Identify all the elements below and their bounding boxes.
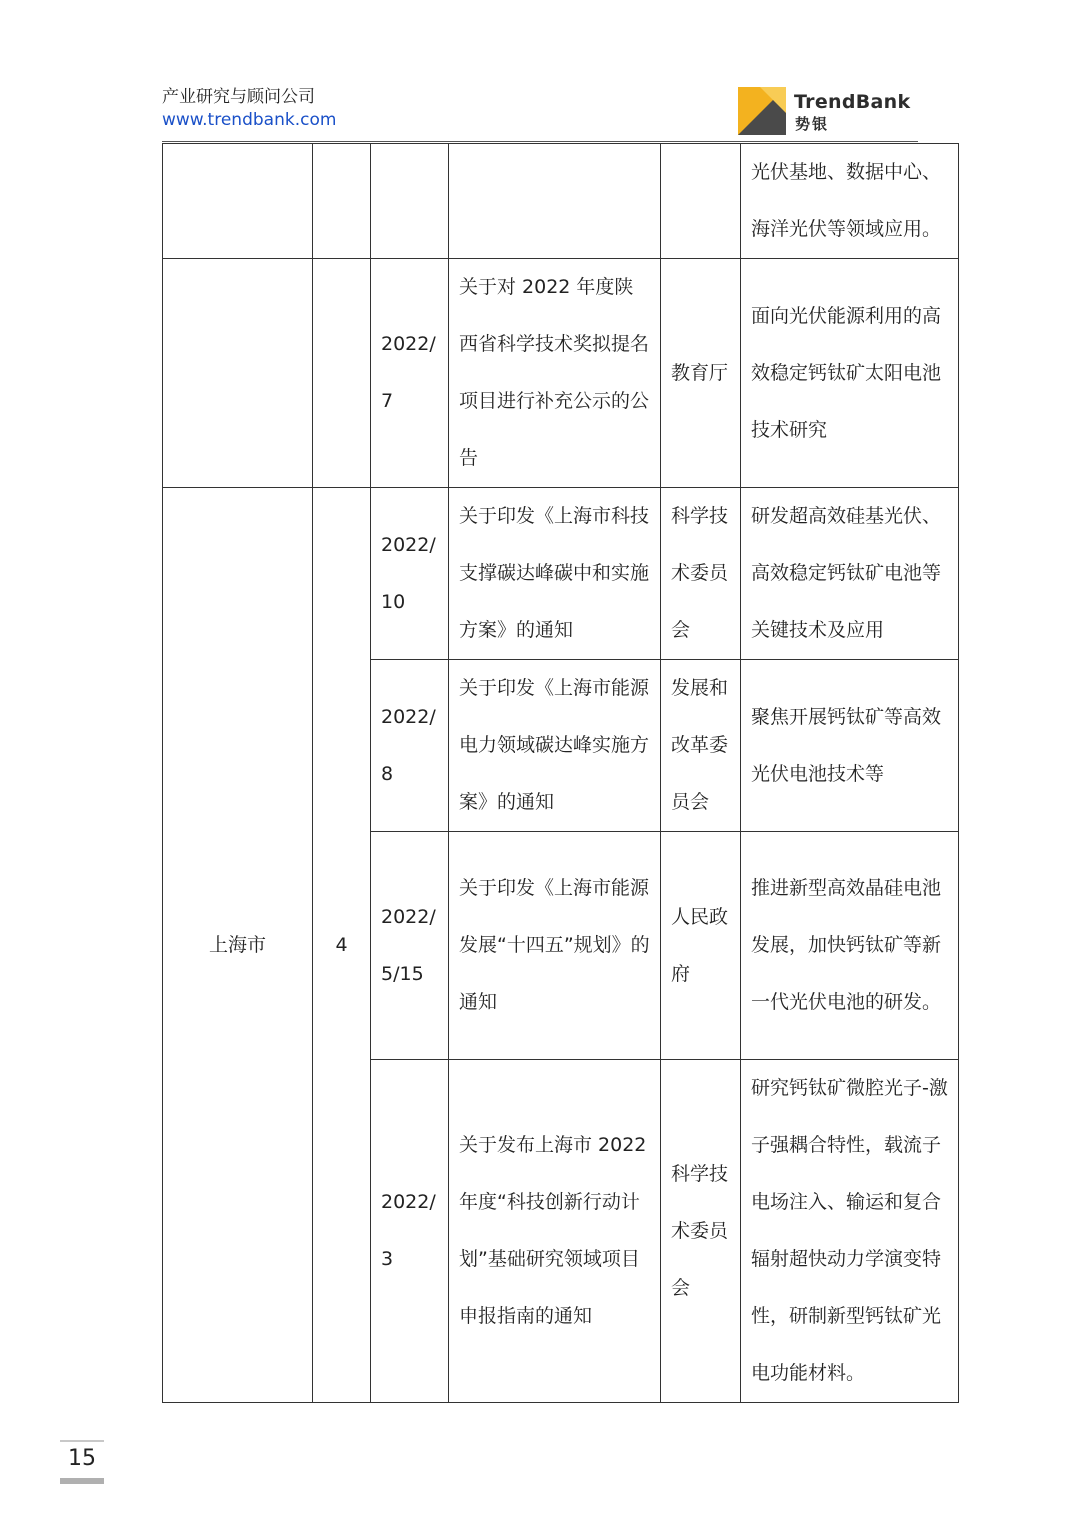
- content-cell: 推进新型高效晶硅电池发展，加快钙钛矿等新一代光伏电池的研发。: [741, 832, 959, 1060]
- department-cell: 人民政府: [661, 832, 741, 1060]
- page-number-bar: [60, 1478, 104, 1484]
- date-cell: 2022/8: [371, 660, 449, 832]
- table-row: [163, 488, 959, 660]
- region-cell: [163, 259, 313, 488]
- logo-name: TrendBank: [794, 91, 911, 113]
- trendbank-logo-icon: [738, 87, 786, 135]
- policy-table: [162, 143, 959, 1403]
- title-cell: 关于印发《上海市能源电力领域碳达峰实施方案》的通知: [449, 660, 661, 832]
- content-cell: 聚焦开展钙钛矿等高效光伏电池技术等: [741, 660, 959, 832]
- table-row: [163, 144, 959, 259]
- website-link[interactable]: www.trendbank.com: [162, 110, 337, 130]
- date-cell: 2022/3: [371, 1060, 449, 1403]
- region-cell: [163, 144, 313, 259]
- title-cell: 关于印发《上海市能源发展“十四五”规划》的通知: [449, 832, 661, 1060]
- department-cell: 科学技术委员会: [661, 1060, 741, 1403]
- date-cell: 2022/10: [371, 488, 449, 660]
- region-cell: 上海市: [163, 488, 313, 1403]
- date-cell: 2022/5/15: [371, 832, 449, 1060]
- title-cell: [449, 144, 661, 259]
- content-cell: 光伏基地、数据中心、海洋光伏等领域应用。: [741, 144, 959, 259]
- date-cell: 2022/7: [371, 259, 449, 488]
- count-cell: [313, 144, 371, 259]
- content-cell: 研究钙钛矿微腔光子-激子强耦合特性，载流子电场注入、输运和复合辐射超快动力学演变特性，研制新型钙钛矿光电功能材料。: [741, 1060, 959, 1403]
- page-header: [0, 0, 1080, 150]
- department-cell: 发展和改革委员会: [661, 660, 741, 832]
- table-row: [163, 259, 959, 488]
- title-cell: 关于对 2022 年度陕西省科学技术奖拟提名项目进行补充公示的公告: [449, 259, 661, 488]
- department-cell: [661, 144, 741, 259]
- title-cell: 关于发布上海市 2022 年度“科技创新行动计划”基础研究领域项目申报指南的通知: [449, 1060, 661, 1403]
- department-cell: 教育厅: [661, 259, 741, 488]
- content-cell: 面向光伏能源利用的高效稳定钙钛矿太阳电池技术研究: [741, 259, 959, 488]
- page-number-block: [60, 1440, 104, 1486]
- trendbank-logo: [738, 87, 918, 137]
- header-divider: [162, 141, 918, 142]
- date-cell: [371, 144, 449, 259]
- content-cell: 研发超高效硅基光伏、高效稳定钙钛矿电池等关键技术及应用: [741, 488, 959, 660]
- count-cell: [313, 259, 371, 488]
- title-cell: 关于印发《上海市科技支撑碳达峰碳中和实施方案》的通知: [449, 488, 661, 660]
- count-cell: 4: [313, 488, 371, 1403]
- page-number: 15: [68, 1446, 96, 1471]
- page-number-rule: [60, 1440, 104, 1442]
- logo-chinese-name: 势银: [795, 115, 830, 133]
- department-cell: 科学技术委员会: [661, 488, 741, 660]
- company-tagline: 产业研究与顾问公司: [162, 87, 315, 107]
